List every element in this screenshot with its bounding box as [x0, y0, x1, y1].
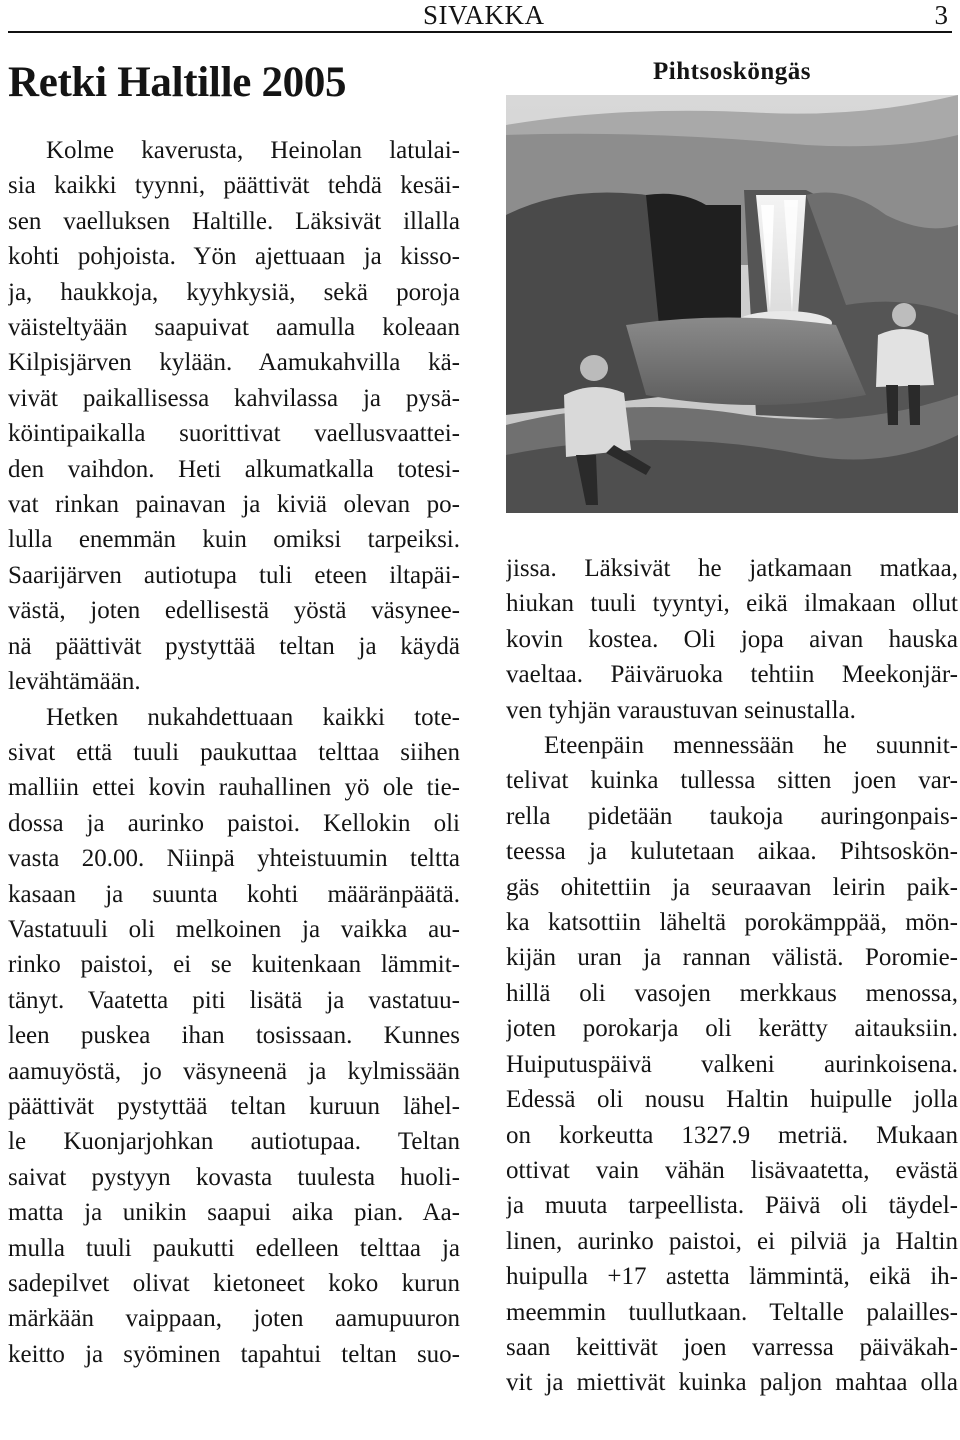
text-line: väisteltyään saapuivat aamulla koleaan [8, 314, 460, 342]
text-line: kijän uran ja rannan välistä. Poromie- [506, 944, 958, 972]
text-line: meemmin tuullutkaan. Teltalle palailles- [506, 1298, 958, 1326]
text-line: vasta 20.00. Niinpä yhteistuumin teltta [8, 845, 460, 873]
text-line: saan keittivät joen varressa päiväkah- [506, 1333, 958, 1361]
waterfall-photo-illustration [506, 95, 958, 513]
text-line: hillä oli vasojen merkkaus menossa, [506, 979, 958, 1007]
right-body-text [506, 551, 958, 1401]
page-number: 3 [934, 0, 948, 30]
text-line: sia kaikki tyynni, päättivät tehdä kesäi- [8, 172, 460, 200]
text-line: gäs ohitettiin ja seuraavan leirin paik- [506, 873, 958, 901]
text-line: sadepilvet olivat kietoneet koko kurun [8, 1270, 460, 1297]
left-column [8, 55, 460, 1372]
running-head: SIVAKKA [423, 0, 545, 30]
text-line: keitto ja syöminen tapahtui teltan suo- [8, 1340, 460, 1368]
header-rule [8, 31, 952, 33]
text-line: telivat kuinka tullessa sitten joen var- [506, 767, 958, 795]
text-line: ven tyhjän varaustuvan seinustalla. [506, 696, 856, 724]
text-line: le Kuonjarjohkan autiotupaa. Teltan [8, 1128, 460, 1156]
article-title: Retki Haltille 2005 [8, 59, 347, 106]
text-line: märkään vaippaan, joten aamupuuron [8, 1305, 460, 1333]
text-line: aamuyöstä, jo väsyneenä ja kylmissään [8, 1057, 460, 1085]
text-line: kovin kostea. Oli jopa aivan hauska [506, 625, 958, 653]
text-line: vaeltaa. Päiväruoka tehtiin Meekonjär- [506, 661, 958, 689]
text-line: linen, aurinko paistoi, ei pilviä ja Haltin [506, 1227, 958, 1255]
text-line: ja muuta tarpeellista. Päivä oli täydel- [506, 1192, 958, 1220]
text-line: ottivat vain vähän lisävaatetta, evästä [506, 1156, 958, 1184]
text-line: kohti pohjoista. Yön ajettuaan ja kisso- [8, 243, 460, 271]
text-line: rinko paistoi, ei se kuitenkaan lämmit- [8, 951, 460, 979]
text-line: den vaihdon. Heti alkumatkalla totesi- [8, 455, 460, 483]
text-line: jissa. Läksivät he jatkamaan matkaa, [506, 555, 958, 582]
text-line: matta ja unikin saapui aika pian. Aa- [8, 1199, 460, 1227]
text-line: ka katsottiin läheltä porokämppää, mön- [506, 909, 958, 937]
text-line: kasaan ja suunta kohti määränpäätä. [8, 880, 460, 908]
text-line: teessa ja kulutetaan aikaa. Pihtsoskön- [506, 838, 958, 866]
text-line: joten porokarja oli kerätty aitauksiin. [506, 1015, 958, 1043]
text-line: Edessä oli nousu Haltin huipulle jolla [506, 1086, 958, 1114]
text-line: sen vaelluksen Haltille. Läksivät illalla [8, 207, 460, 235]
text-line: on korkeutta 1327.9 metriä. Mukaan [506, 1121, 958, 1149]
text-line: Kilpisjärven kylään. Aamukahvilla kä- [8, 349, 460, 377]
text-line: dossa ja aurinko paistoi. Kellokin oli [8, 809, 460, 837]
text-line: Kolme kaverusta, Heinolan latulai- [46, 137, 460, 164]
text-line: köintipaikalla suorittivat vaellusvaattei- [8, 420, 460, 448]
text-line: malliin ettei kovin rauhallinen yö ole tie- [8, 774, 460, 802]
page-header [8, 0, 952, 34]
text-line: sivat että tuuli paukuttaa telttaa siihen [8, 738, 460, 766]
text-line: lulla enemmän kuin omiksi tarpeiksi. [8, 526, 460, 554]
text-line: huipulla +17 astetta lämmintä, eikä ih- [506, 1263, 958, 1291]
text-line: Saarijärven autiotupa tuli eteen iltapäi- [8, 561, 460, 589]
text-line: västä, joten edellisestä yöstä väsynee- [8, 597, 460, 625]
text-line: levähtämään. [8, 668, 141, 696]
text-line: hiukan tuuli tyyntyi, eikä ilmakaan ollut [506, 590, 958, 618]
text-line: Hetken nukahdettuaan kaikki tote- [46, 703, 460, 731]
right-column [506, 551, 958, 1401]
text-line: Eteenpäin mennessään he suunnit- [544, 732, 958, 760]
text-line: Huiputuspäivä valkeni aurinkoisena. [506, 1050, 958, 1078]
photo-caption: Pihtsosköngäs [653, 58, 811, 85]
text-line: päättivät pystyttää teltan kuruun lähel- [8, 1092, 460, 1120]
text-line: mulla tuuli paukutti edelleen telttaa ja [8, 1234, 460, 1262]
text-line: ja, haukkoja, kyyhkysiä, sekä poroja [8, 278, 460, 306]
text-line: Vastatuuli oli melkoinen ja vaikka au- [8, 915, 460, 943]
text-line: vit ja miettivät kuinka paljon mahtaa olla [506, 1369, 958, 1397]
text-line: nä päättivät pystyttää teltan ja käydä [8, 632, 460, 660]
text-line: rella pidetään taukoja auringonpais- [506, 802, 958, 830]
text-line: vat rinkan painavan ja kiviä olevan po- [8, 491, 460, 519]
text-line: saivat pystyyn kovasta tuulesta huoli- [8, 1163, 460, 1191]
text-line: vivät paikallisessa kahvilassa ja pysä- [8, 384, 460, 412]
text-line: leen puskea ihan tosissaan. Kunnes [8, 1022, 460, 1050]
text-line: tänyt. Vaatetta piti lisätä ja vastatuu- [8, 986, 460, 1014]
left-body-text [8, 133, 460, 1372]
waterfall-photo [506, 95, 958, 513]
